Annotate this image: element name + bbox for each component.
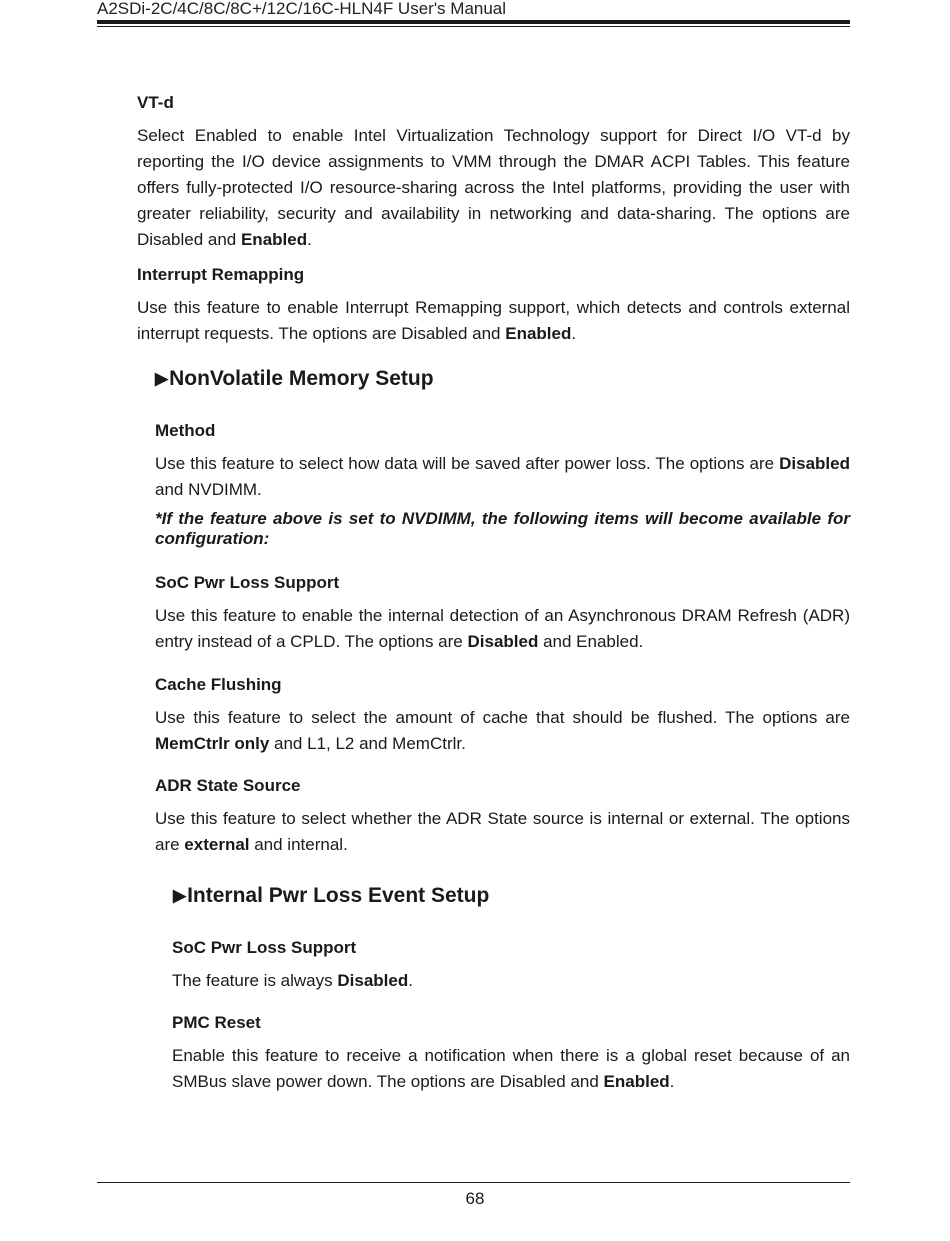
item-description: Select Enabled to enable Intel Virtualization Technology support for Direct I/O VT-d by reporting the I/O device assignments to VMM through the DMAR ACPI Tables. This feature offers fully-protected I/O resource-sharing across the Intel platforms, providing the user with greater reliability, security and availability in networking and data-sharing. The options are Disabled and Enabled. xyxy=(137,126,850,249)
section-title: ▶Internal Pwr Loss Event Setup xyxy=(173,884,490,907)
item-title: ADR State Source xyxy=(155,776,301,795)
page-number: 68 xyxy=(465,1189,485,1208)
item-description: Use this feature to select the amount of cache that should be flushed. The options are MemCtrlr only and L1, L2 and MemCtrlr. xyxy=(155,708,850,753)
default-option: Disabled xyxy=(779,454,850,473)
soc-pwr-loss-support-item xyxy=(155,573,850,655)
default-option: external xyxy=(184,835,250,854)
default-option: Disabled xyxy=(467,632,539,651)
adr-state-source-item xyxy=(155,776,850,858)
item-description: Enable this feature to receive a notification when there is a global reset because of an SMBus slave power down. The options are Disabled and Enabled. xyxy=(172,1046,850,1091)
arrow-right-icon: ▶ xyxy=(155,369,169,388)
section-nonvolatile-memory-setup xyxy=(155,366,850,393)
item-title: Cache Flushing xyxy=(155,675,282,694)
item-description: Use this feature to select how data will be saved after power loss. The options are Disabled and NVDIMM. xyxy=(155,454,850,499)
default-option: MemCtrlr only xyxy=(155,734,270,753)
default-option: Disabled xyxy=(337,971,409,990)
manual-title: A2SDi-2C/4C/8C/8C+/12C/16C-HLN4F User's Manual xyxy=(97,0,507,18)
default-option: Enabled xyxy=(603,1072,670,1091)
pmc-reset-item xyxy=(172,1013,850,1095)
note-text: *If the feature above is set to NVDIMM, the following items will become available for configuration: xyxy=(155,509,850,548)
default-option: Enabled xyxy=(240,230,308,249)
vtd-item xyxy=(137,93,850,253)
section-title: ▶NonVolatile Memory Setup xyxy=(155,367,434,390)
header-rule-thin xyxy=(97,26,850,27)
arrow-right-icon: ▶ xyxy=(173,886,187,905)
default-option: Enabled xyxy=(505,324,572,343)
item-title: SoC Pwr Loss Support xyxy=(172,938,357,957)
item-description: Use this feature to enable Interrupt Remapping support, which detects and controls external interrupt requests. The options are Disabled and Enabled. xyxy=(137,298,850,343)
item-title: Method xyxy=(155,421,216,440)
item-title: Interrupt Remapping xyxy=(137,265,305,284)
item-title: VT-d xyxy=(137,93,174,112)
item-title: SoC Pwr Loss Support xyxy=(155,573,340,592)
interrupt-remapping-item xyxy=(137,265,850,347)
item-description: The feature is always Disabled. xyxy=(172,971,413,990)
footer-rule xyxy=(97,1182,850,1183)
page-header xyxy=(97,0,850,28)
cache-flushing-item xyxy=(155,675,850,757)
item-description: Use this feature to enable the internal detection of an Asynchronous DRAM Refresh (ADR) entry instead of a CPLD. The options are Disabled and Enabled. xyxy=(155,606,850,651)
item-title: PMC Reset xyxy=(172,1013,261,1032)
item-description: Use this feature to select whether the ADR State source is internal or external. The options are external and internal. xyxy=(155,809,850,854)
header-rule-thick xyxy=(97,20,850,24)
soc-pwr-loss-support-always-item xyxy=(172,938,850,994)
nvdimm-note xyxy=(155,509,850,549)
section-internal-pwr-loss-event-setup xyxy=(173,883,850,910)
method-item xyxy=(155,421,850,503)
